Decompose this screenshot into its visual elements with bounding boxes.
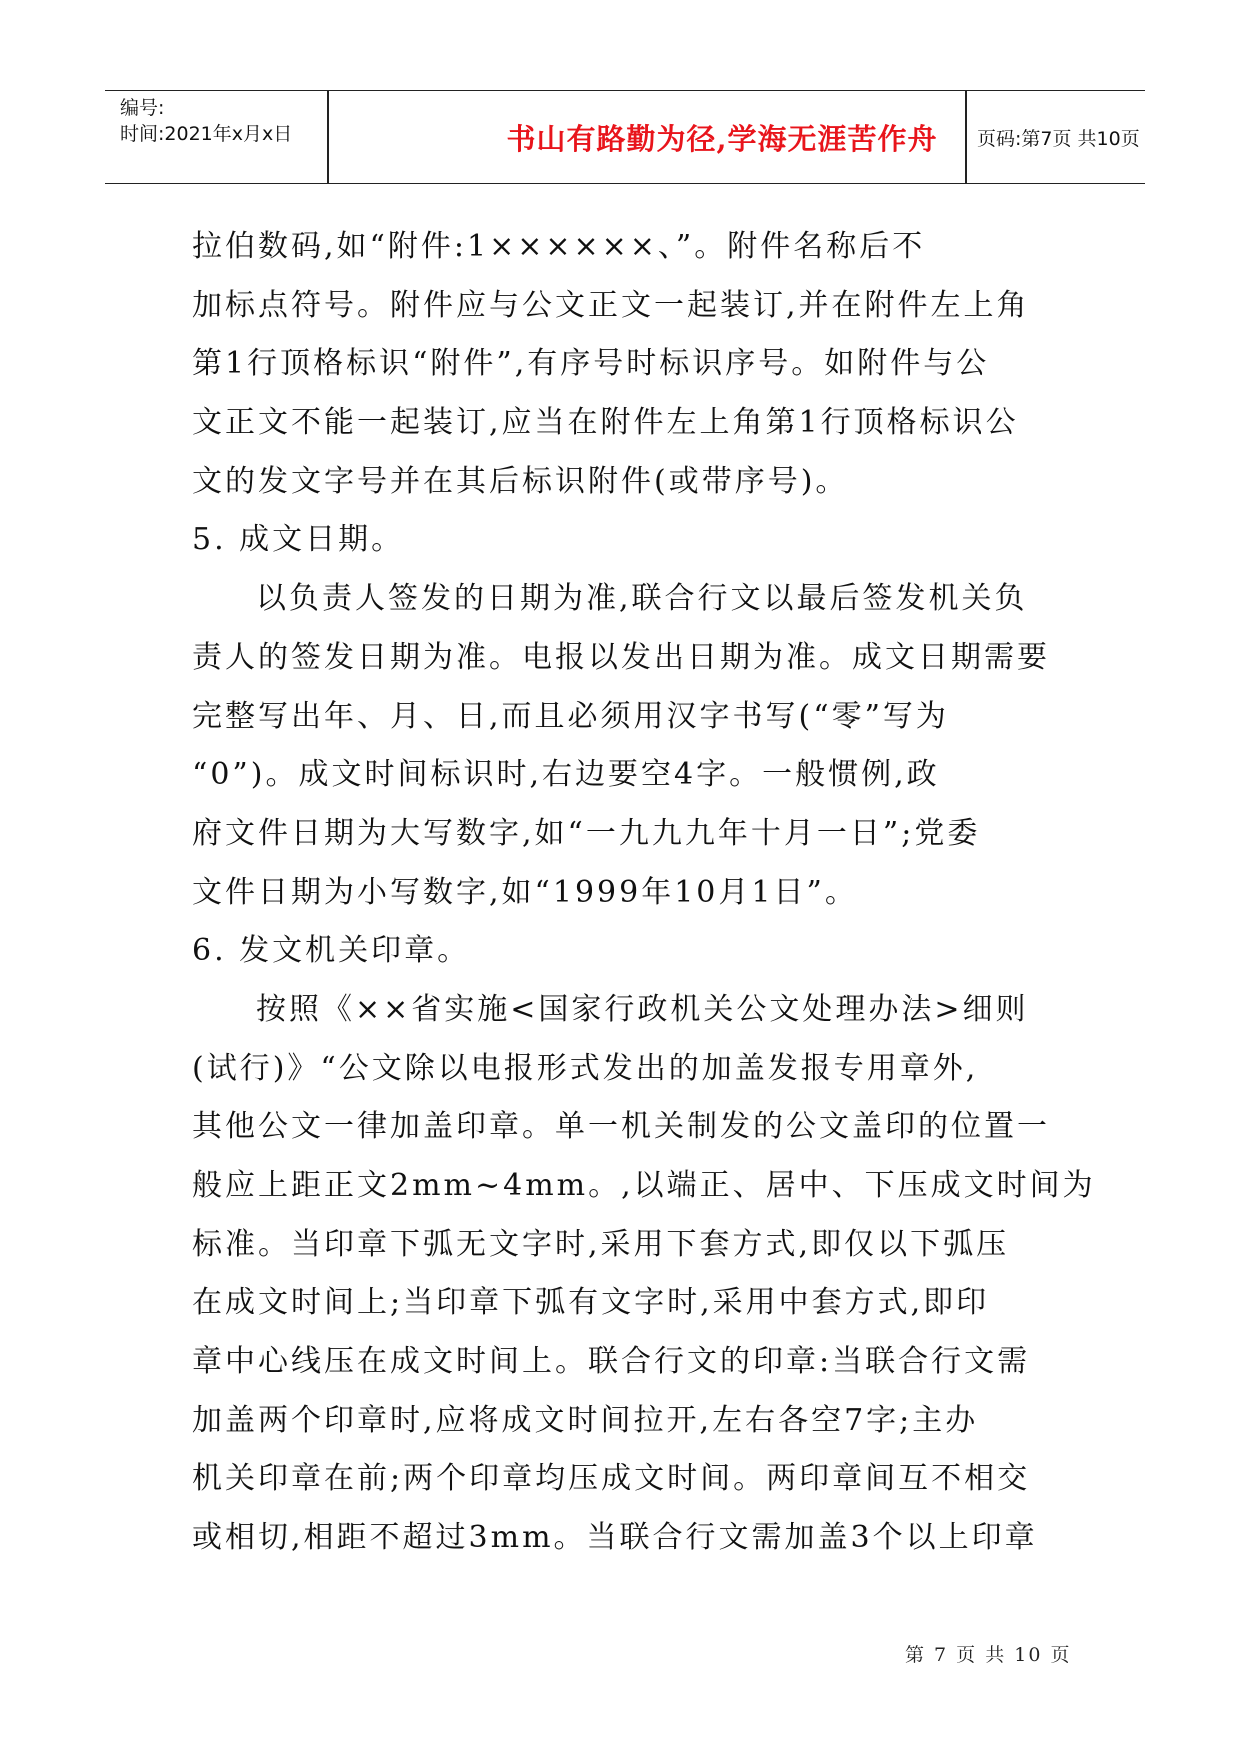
document-header <box>105 90 1145 184</box>
body-line: 文正文不能一起装订,应当在附件左上角第1行顶格标识公 <box>192 405 1019 441</box>
body-line: 机关印章在前;两个印章均压成文时间。两印章间互不相交 <box>192 1461 1031 1497</box>
body-line: 第1行顶格标识“附件”,有序号时标识序号。如附件与公 <box>192 346 990 382</box>
header-page-info: 页码:第7页 共10页 <box>977 127 1140 150</box>
body-line: 府文件日期为大写数字,如“一九九九年十月一日”;党委 <box>192 815 981 851</box>
document-body <box>192 218 1096 1568</box>
header-divider-right <box>965 91 967 183</box>
body-line: (试行)》“公文除以电报形式发出的加盖发报专用章外, <box>192 1050 979 1086</box>
header-divider-left <box>327 91 329 183</box>
body-line: 按照《××省实施<国家行政机关公文处理办法>细则 <box>256 991 1029 1027</box>
body-line: 加标点符号。附件应与公文正文一起装订,并在附件左上角 <box>192 287 1030 323</box>
body-line: 加盖两个印章时,应将成文时间拉开,左右各空7字;主办 <box>192 1402 979 1438</box>
body-line: 以负责人签发的日期为准,联合行文以最后签发机关负 <box>256 581 1028 617</box>
body-line: 其他公文一律加盖印章。单一机关制发的公文盖印的位置一 <box>192 1109 1050 1145</box>
body-line: 文的发文字号并在其后标识附件(或带序号)。 <box>192 463 849 499</box>
section-heading-6: 6. 发文机关印章。 <box>192 933 471 969</box>
body-line: 或相切,相距不超过3mm。当联合行文需加盖3个以上印章 <box>192 1520 1038 1556</box>
header-motto: 书山有路勤为径,学海无涯苦作舟 <box>506 121 938 156</box>
body-line: 在成文时间上;当印章下弧有文字时,采用中套方式,即印 <box>192 1285 990 1321</box>
document-time-label: 时间:2021年x月x日 <box>120 123 293 145</box>
body-line: 般应上距正文2mm~4mm。,以端正、居中、下压成文时间为 <box>192 1168 1096 1203</box>
body-line: 文件日期为小写数字,如“1999年10月1日”。 <box>192 874 858 910</box>
body-line: 拉伯数码,如“附件:1××××××、”。附件名称后不 <box>192 229 926 264</box>
body-line: 责人的签发日期为准。电报以发出日期为准。成文日期需要 <box>192 639 1050 675</box>
body-line: 章中心线压在成文时间上。联合行文的印章:当联合行文需 <box>192 1344 1031 1380</box>
body-line: 标准。当印章下弧无文字时,采用下套方式,即仅以下弧压 <box>192 1226 1010 1262</box>
header-meta <box>120 95 370 147</box>
body-line: 完整写出年、月、日,而且必须用汉字书写(“零”写为 <box>192 698 949 734</box>
section-heading-5: 5. 成文日期。 <box>192 522 405 558</box>
page-footer: 第 7 页 共 10 页 <box>905 1644 1072 1666</box>
document-number-label: 编号: <box>120 97 165 119</box>
body-line: “0”)。成文时间标识时,右边要空4字。一般惯例,政 <box>192 757 940 793</box>
